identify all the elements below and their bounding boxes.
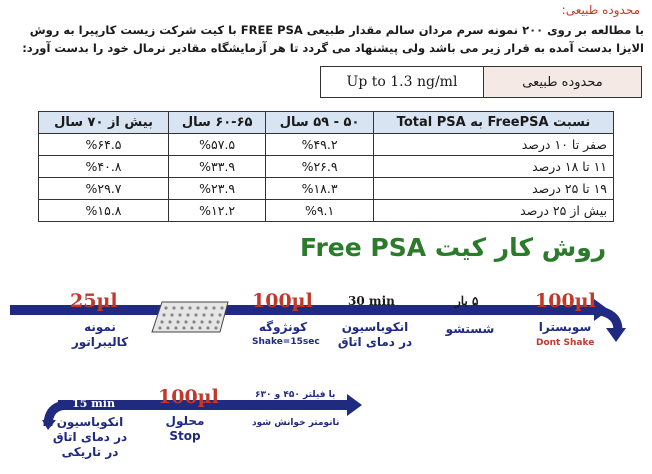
- row-label: ۱۹ تا ۲۵ درصد: [373, 178, 613, 200]
- table-cell: %۵۷.۵: [169, 134, 266, 156]
- step3-amount: 30 min: [348, 294, 395, 308]
- table-row: [39, 178, 614, 200]
- table-cell: %۲۶.۹: [266, 156, 374, 178]
- step7-amount: 100µl: [158, 386, 219, 408]
- ratio-table: [38, 111, 614, 222]
- column-header: ۵۰ - ۵۹ سال: [266, 112, 374, 134]
- table-cell: %۱۵.۸: [39, 200, 169, 222]
- step2-amount: 100µl: [252, 290, 313, 312]
- column-header: بیش از ۷۰ سال: [39, 112, 169, 134]
- table-header-row: [39, 112, 614, 134]
- range-value: Up to 1.3 ng/ml: [321, 67, 484, 98]
- procedure-title: روش کار کیت Free PSA: [300, 233, 607, 262]
- step2-note: Shake=15sec: [252, 337, 320, 347]
- table-row: [39, 134, 614, 156]
- row-label: ۱۱ تا ۱۸ درصد: [373, 156, 613, 178]
- step8-amount: با فیلتر ۴۵۰ و ۶۳۰: [255, 390, 336, 400]
- table-row: [39, 200, 614, 222]
- step7-label: محلول Stop: [165, 414, 205, 443]
- table-cell: %۴۹.۲: [266, 134, 374, 156]
- step2-label: کونژوگه: [258, 320, 308, 334]
- range-label: محدوده طبیعی: [484, 67, 642, 98]
- step1-label: نمونه کالیبراتور: [71, 320, 129, 349]
- step4-amount: ۵ بار: [455, 294, 479, 308]
- step5-note: Dont Shake: [536, 338, 595, 348]
- table-cell: %۹.۱: [266, 200, 374, 222]
- row-label: بیش از ۲۵ درصد: [373, 200, 613, 222]
- table-cell: %۱۸.۳: [266, 178, 374, 200]
- normal-range-heading: محدوده طبیعی:: [561, 3, 640, 17]
- table-cell: %۱۲.۲: [169, 200, 266, 222]
- step6-label: انکوباسیون در دمای اتاق در تاریکی: [52, 415, 128, 459]
- microplate-icon: [150, 298, 230, 338]
- column-header: ۶۰-۶۵ سال: [169, 112, 266, 134]
- step6-amount: 15 min: [72, 397, 115, 410]
- table-cell: %۲۳.۹: [169, 178, 266, 200]
- step8-label: نانومتر خوانش شود: [252, 418, 340, 428]
- step4-label: شستشو: [445, 322, 495, 336]
- table-cell: %۴۰.۸: [39, 156, 169, 178]
- step3-label: انکوباسیون در دمای اتاق: [337, 320, 413, 349]
- row-label: صفر تا ۱۰ درصد: [373, 134, 613, 156]
- normal-range-box: [320, 66, 642, 98]
- table-cell: %۶۴.۵: [39, 134, 169, 156]
- step5-label: سوبسترا: [538, 320, 592, 334]
- column-header: نسبت FreePSA به Total PSA: [373, 112, 613, 134]
- table-cell: %۲۹.۷: [39, 178, 169, 200]
- intro-paragraph: با مطالعه بر روی ۲۰۰ نمونه سرم مردان سالم مقدار طبیعی FREE PSA با کیت شرکت زیست کارپیرا به روش الایزا بدست آمده به قرار زیر می باشد ولی پیشنهاد می گردد تا هر آزمایشگاه مقادیر نرمال خود را بدست آورد:: [22, 23, 644, 55]
- step1-amount: 25µl: [70, 290, 118, 312]
- table-cell: %۳۳.۹: [169, 156, 266, 178]
- step5-amount: 100µl: [535, 290, 596, 312]
- table-row: [39, 156, 614, 178]
